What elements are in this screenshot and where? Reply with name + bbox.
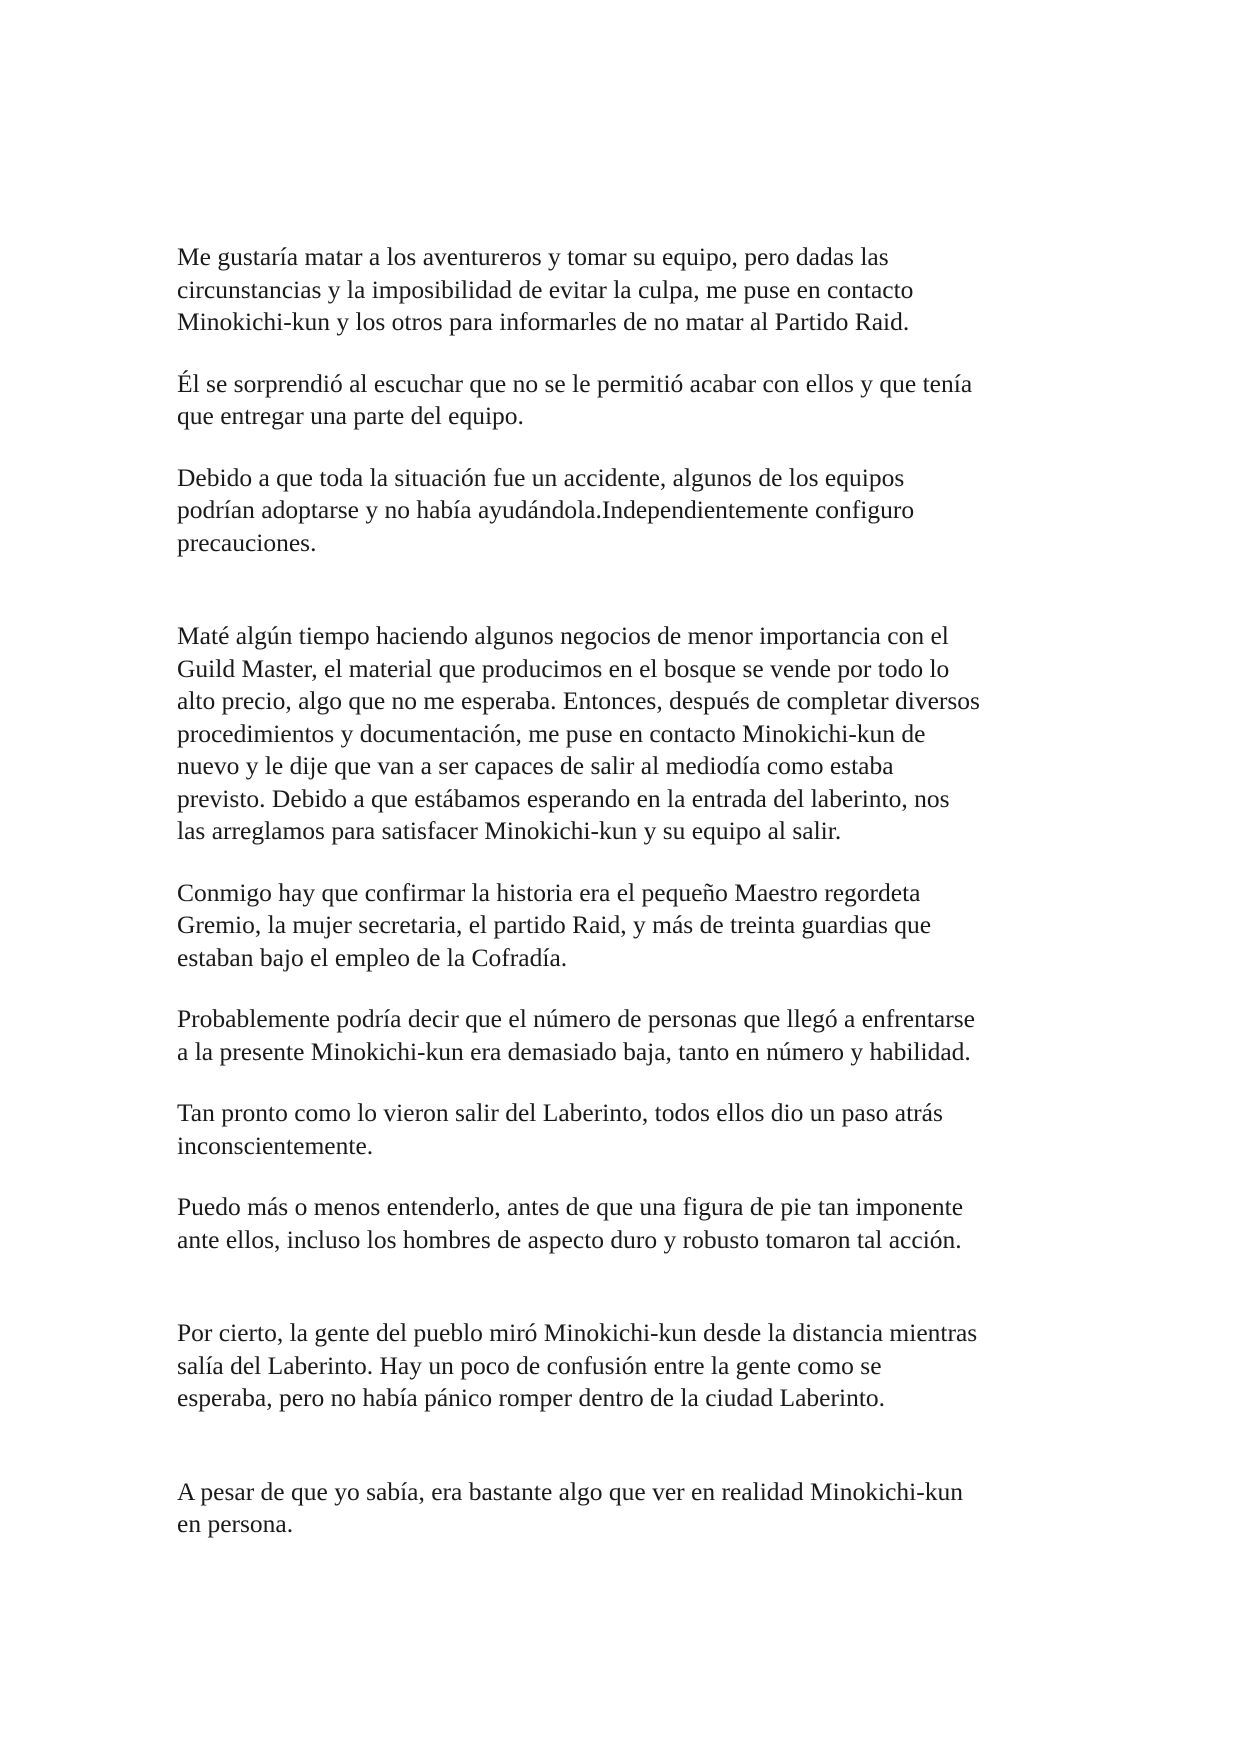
text-line: nuevo y le dije que van a ser capaces de salir al mediodía como estaba — [177, 751, 894, 780]
paragraph — [177, 462, 1077, 560]
text-line: Minokichi-kun y los otros para informarles de no matar al Partido Raid. — [177, 307, 910, 336]
text-line: Por cierto, la gente del pueblo miró Minokichi-kun desde la distancia mientras — [177, 1318, 978, 1347]
text-line: circunstancias y la imposibilidad de evitar la culpa, me puse en contacto — [177, 274, 914, 304]
paragraph — [177, 1317, 1077, 1415]
text-line: alto precio, algo que no me esperaba. Entonces, después de completar diversos — [177, 686, 980, 715]
text-line: Probablemente podría decir que el número de personas que llegó a enfrentarse — [177, 1004, 975, 1033]
paragraph — [177, 620, 1077, 848]
text-line: Conmigo hay que confirmar la historia era el pequeño Maestro regordeta — [177, 877, 921, 907]
text-line: que entregar una parte del equipo. — [177, 401, 524, 430]
text-line: Tan pronto como lo vieron salir del Laberinto, todos ellos dio un paso atrás — [177, 1098, 943, 1127]
paragraph — [177, 1191, 1077, 1256]
text-line: Me gustaría matar a los aventureros y tomar su equipo, pero dadas las — [177, 242, 889, 271]
text-line: Guild Master, el material que producimos en el bosque se vende por todo lo — [177, 653, 950, 683]
text-line: estaban bajo el empleo de la Cofradía. — [177, 942, 568, 972]
paragraph — [177, 1476, 1077, 1541]
body-text — [177, 241, 1077, 1541]
text-line: precauciones. — [177, 527, 317, 557]
text-line: a la presente Minokichi-kun era demasiado baja, tanto en número y habilidad. — [177, 1036, 971, 1066]
text-line: inconscientemente. — [177, 1130, 374, 1160]
text-line: esperaba, pero no había pánico romper dentro de la ciudad Laberinto. — [177, 1383, 886, 1412]
paragraph — [177, 241, 1077, 339]
text-line: A pesar de que yo sabía, era bastante algo que ver en realidad Minokichi-kun — [177, 1476, 963, 1506]
text-line: Gremio, la mujer secretaria, el partido Raid, y más de treinta guardias que — [177, 910, 932, 939]
paragraph — [177, 877, 1077, 975]
text-line: podrían adoptarse y no había ayudándola.Independientemente configuro — [177, 495, 915, 524]
text-line: ante ellos, incluso los hombres de aspecto duro y robusto tomaron tal acción. — [177, 1224, 962, 1254]
text-line: previsto. Debido a que estábamos esperando en la entrada del laberinto, nos — [177, 783, 950, 813]
paragraph — [177, 368, 1077, 433]
text-line: procedimientos y documentación, me puse en contacto Minokichi-kun de — [177, 718, 926, 748]
paragraph — [177, 1097, 1077, 1162]
text-line: Debido a que toda la situación fue un accidente, algunos de los equipos — [177, 462, 905, 492]
text-line: Puedo más o menos entenderlo, antes de que una figura de pie tan imponente — [177, 1192, 964, 1221]
text-line: Él se sorprendió al escuchar que no se le permitió acabar con ellos y que tenía — [177, 368, 973, 398]
paragraph — [177, 1003, 1077, 1068]
text-line: Maté algún tiempo haciendo algunos negocios de menor importancia con el — [177, 621, 949, 650]
text-line: las arreglamos para satisfacer Minokichi-kun y su equipo al salir. — [177, 816, 842, 845]
text-line: en persona. — [177, 1509, 294, 1538]
text-line: salía del Laberinto. Hay un poco de confusión entre la gente como se — [177, 1350, 882, 1380]
